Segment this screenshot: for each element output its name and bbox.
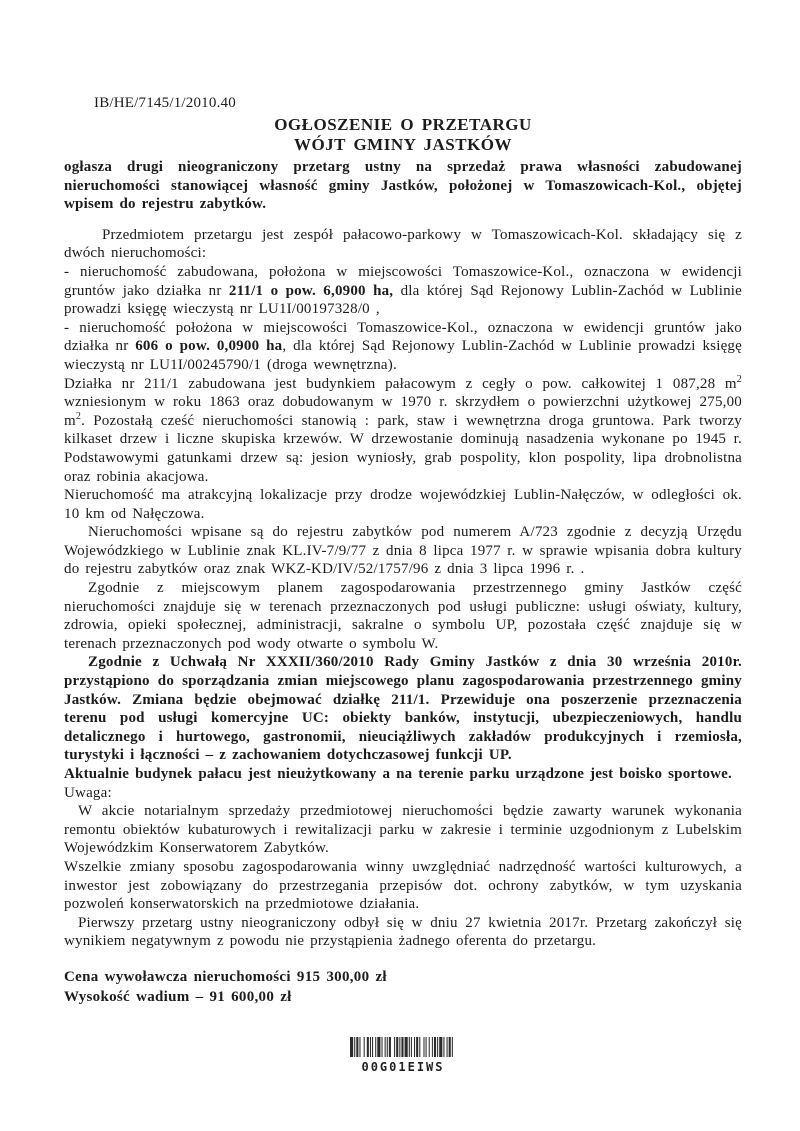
text-run: 2 [75,410,82,422]
heritage-register-note [64,523,742,579]
text-run: Działka nr 211/1 zabudowana jest budynkiem pałacowym z cegły o pow. całkowitej 1 087,28 m [64,375,737,392]
text-run: wzniesionym w roku 1863 oraz dobudowanym w 1970 r. skrzydłem o powierzchni użytkowej 275,00 m [64,394,742,429]
pricing-block [64,967,742,1007]
text-run: Zgodnie z Uchwałą Nr XXXII/360/2010 Rady Gminy Jastków z dnia 30 września 2010r. przystąpiono do sporządzania zmian miejscowego planu zagospodarowania przestrzennego gminy Jastków. Zmiana będzie obejmować działkę 211/1. Przewiduje ona poszerzenie przeznaczenia terenu pod usługi komercyjne UC: obiekty banków, instytucji, ubezpieczeniowych, handlu detalicznego i hurtowego, gastronomii, nieuciążliwych zakładów produkcyjnych i rzemiosła, turystyki i łączności – z zachowaniem dotychczasowej funkcji UP. [64,654,742,764]
text-run: Pierwszy przetarg ustny nieograniczony odbył się w dniu 27 kwietnia 2017r. Przetarg zakończył się wynikiem negatywnym z powodu nie przystąpienia żadnego oferenta do przetargu. [64,914,742,950]
parcel-211-item [64,263,742,319]
zoning-plan-note [64,579,742,653]
text-run: W akcie notarialnym sprzedaży przedmiotowej nieruchomości będzie zawarty warunek wykonania remontu obiektów kubaturowych i rewitalizacji parku w zakresie i terminie uzgodnionym z Lubelskim Wojewódzkim Konserwatorem Zabytków. [64,803,742,857]
deposit-line: Wysokość wadium – 91 600,00 zł [64,988,292,1005]
notary-condition-note [64,802,742,858]
barcode-label: 00G01EIWS [361,1059,445,1074]
text-run: 606 o pow. 0,0900 ha [135,338,283,355]
zoning-change-resolution [64,653,742,765]
starting-price-line: Cena wywoławcza nieruchomości 915 300,00 zł [64,968,387,985]
heritage-protection-note [64,858,742,914]
text-run: Nieruchomości wpisane są do rejestru zabytków pod numerem A/723 zgodnie z decyzją Urzędu Wojewódzkiego w Lublinie znak KL.IV-7/9/77 z dnia 8 lipca 1977 r. w sprawie wpisania dobra kultury do rejestru zabytków oraz znak WKZ-KD/IV/52/1757/96 z dnia 3 lipca 1996 r. . [64,524,742,578]
text-run: , dla której Sąd Rejonowy Lublin-Zachód w Lublinie prowadzi księgę wieczystą nr LU1I/00245790/1 (droga wewnętrzna). [64,338,742,373]
text-run: Zgodnie z miejscowym planem zagospodarowania przestrzennego gminy Jastków część nieruchomości znajduje się w terenach przeznaczonych pod usługi publiczne: usługi oświaty, kultury, zdrowia, opieki społecznej, administracji, sakralne o symbolu UP, pozostała część znajduje się w terenach przeznaczonych pod wody otwarte o symbolu W. [64,580,742,652]
document-subtitle: WÓJT GMINY JASTKÓW [293,135,513,154]
text-run: Nieruchomość ma atrakcyjną lokalizacje przy drodze wojewódzkiej Lublin-Nałęczów, w odległości ok. 10 km od Nałęczowa. [64,487,742,522]
text-run: Aktualnie budynek pałacu jest nieużytkowany a na terenie parku urządzone jest boisko sportowe. [64,766,732,782]
text-run: Wszelkie zmiany sposobu zagospodarowania winny uwzględniać nadrzędność wartości kulturowych, a inwestor jest zobowiązany do przestrzegania przepisów dot. ochrony zabytków, w tym uzyskania pozwoleń konserwatorskich na przedmiotowe działania. [64,858,742,913]
text-run: Przedmiotem przetargu jest zespół pałacowo-parkowy w Tomaszowicach-Kol. składający się z dwóch nieruchomości: [64,226,742,262]
text-run: Uwaga: [64,784,112,801]
intro-paragraph: ogłasza drugi nieograniczony przetarg ustny na sprzedaż prawa własności zabudowanej nieruchomości stanowiącej własność gminy Jastków, położonej w Tomaszowicach-Kol., objętej wpisem do rejestru zabytków. [64,159,742,213]
text-run: 2 [736,373,742,385]
subject-paragraph [64,226,742,263]
text-run: . Pozostałą cześć nieruchomości stanowią : park, staw i wewnętrzna droga gruntowa. Park tworzy kilkaset drzew i liczne skupiska krzewów. W drzewostanie dominują nasadzenia wykonane po 1945 r. Podstawowymi gatunkami drzew są: jesion wyniosły, grab pospolity, klon pospolity, lipa drobnolistna oraz robinia akacjowa. [64,412,742,485]
text-run: 211/1 o pow. 6,0900 ha, [228,282,394,299]
document-content [64,94,742,1077]
body-paragraphs [64,226,742,951]
text-run: - nieruchomość położona w miejscowości Tomaszowice-Kol., oznaczona w ewidencji gruntów jako działka nr [64,319,742,355]
current-use-note [64,765,742,784]
parcel-606-item [64,319,742,375]
text-run: dla której Sąd Rejonowy Lublin-Zachód w Lublinie prowadzi księgę wieczystą nr LU1I/00197328/0 , [64,282,742,318]
barcode-icon [350,1037,456,1057]
reference-number: IB/HE/7145/1/2010.40 [94,95,236,111]
document-title: OGŁOSZENIE O PRZETARGU [274,115,532,134]
text-run: - nieruchomość zabudowana, położona w miejscowości Tomaszowice-Kol., oznaczona w ewidencji gruntów jako działka nr [64,263,742,299]
first-auction-result [64,914,742,951]
barcode-block [64,1037,742,1077]
location-note [64,486,742,523]
palace-description [64,375,742,487]
note-heading [64,784,742,803]
